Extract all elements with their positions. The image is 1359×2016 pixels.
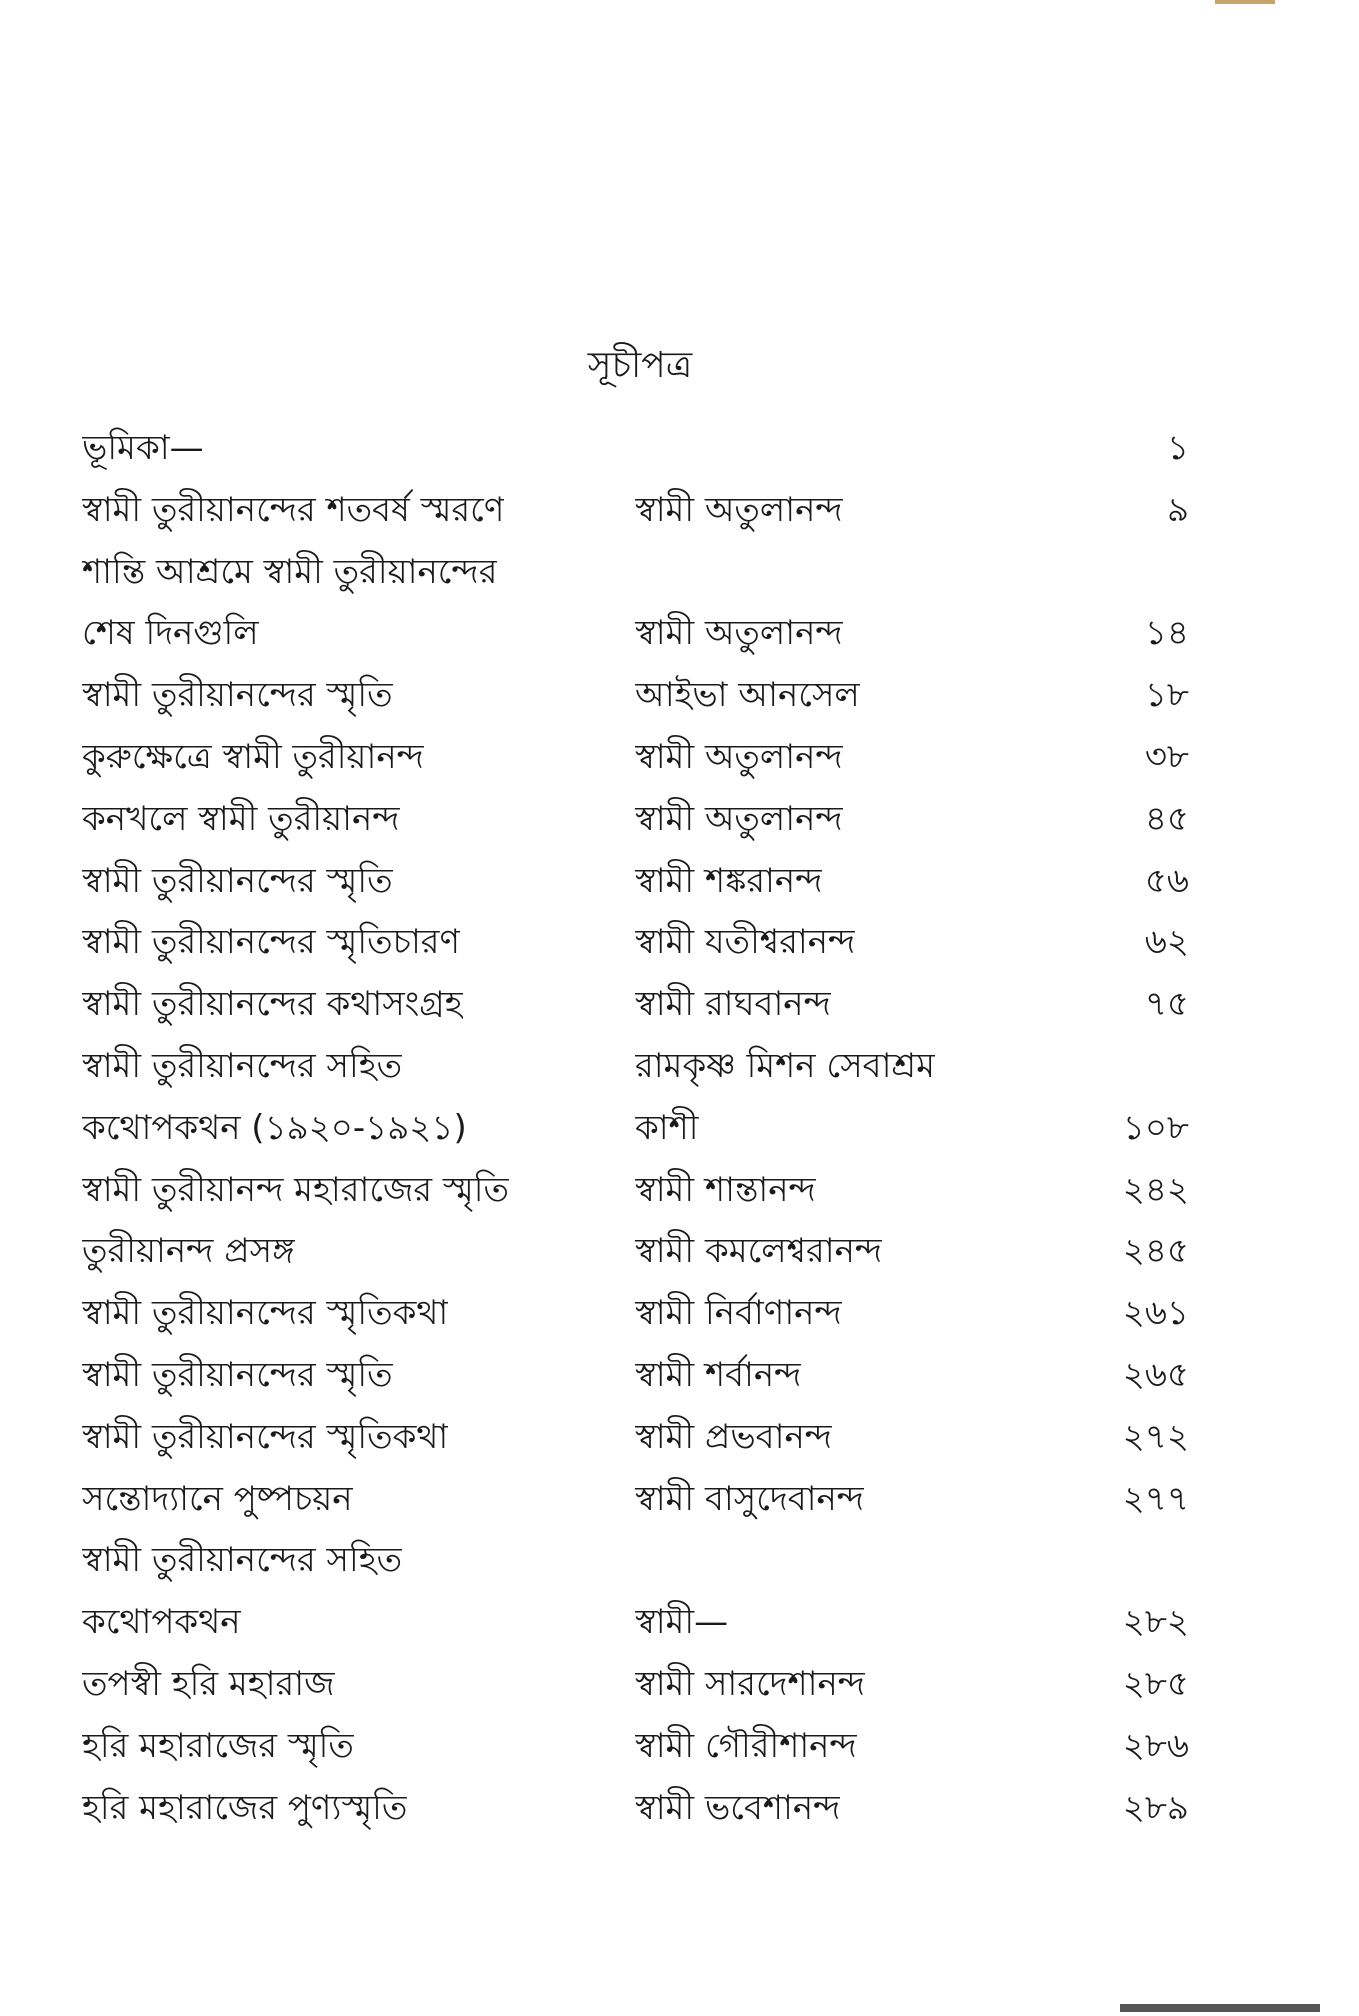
toc-entry-page: ১০৮	[1122, 1107, 1189, 1148]
toc-entry-author: স্বামী অতুলানন্দ	[635, 736, 843, 777]
toc-entry-page: ২৮২	[1122, 1602, 1189, 1643]
toc-entry-title: স্বামী তুরীয়ানন্দের সহিত	[82, 1540, 403, 1581]
toc-row	[0, 974, 1359, 1036]
toc-row	[0, 1036, 1359, 1098]
toc-entry-page: ৭৫	[1144, 984, 1189, 1025]
toc-entry-title: সন্তোদ্যানে পুষ্পচয়ন	[82, 1478, 353, 1519]
toc-entry-author: স্বামী সারদেশানন্দ	[635, 1663, 866, 1704]
toc-entry-title: শান্তি আশ্রমে স্বামী তুরীয়ানন্দের	[82, 551, 498, 592]
toc-entry-author: স্বামী ভবেশানন্দ	[635, 1787, 841, 1828]
toc-row	[0, 851, 1359, 913]
toc-entry-author: স্বামী প্রভবানন্দ	[635, 1416, 833, 1457]
toc-entry-page: ২৪২	[1122, 1169, 1189, 1210]
toc-entry-page: ১৪	[1144, 613, 1189, 654]
toc-entry-title: স্বামী তুরীয়ানন্দের স্মৃতি	[82, 1354, 393, 1395]
toc-row	[0, 1469, 1359, 1531]
toc-entry-page: ৩৮	[1144, 736, 1189, 777]
toc-row	[0, 1778, 1359, 1840]
toc-entry-title: স্বামী তুরীয়ানন্দের স্মৃতি	[82, 860, 393, 901]
toc-entry-page: ২৮৫	[1122, 1663, 1189, 1704]
toc-entry-title: স্বামী তুরীয়ানন্দের স্মৃতিকথা	[82, 1416, 449, 1457]
toc-entry-page: ২৬৫	[1122, 1354, 1189, 1395]
scan-edge-shadow	[1120, 2004, 1320, 2012]
toc-entry-title: কনখলে স্বামী তুরীয়ানন্দ	[82, 798, 400, 839]
toc-entry-author: স্বামী অতুলানন্দ	[635, 798, 843, 839]
toc-entry-author: স্বামী অতুলানন্দ	[635, 489, 843, 530]
toc-entry-title: স্বামী তুরীয়ানন্দের স্মৃতিচারণ	[82, 922, 461, 963]
toc-entry-author: স্বামী রাঘবানন্দ	[635, 984, 831, 1025]
toc-row	[0, 1530, 1359, 1592]
toc-row	[0, 1283, 1359, 1345]
toc-row	[0, 1592, 1359, 1654]
toc-entry-author: স্বামী শঙ্করানন্দ	[635, 860, 823, 901]
toc-row	[0, 603, 1359, 665]
toc-entry-title: শেষ দিনগুলি	[82, 613, 259, 654]
toc-entry-author: স্বামী গৌরীশানন্দ	[635, 1725, 857, 1766]
toc-row	[0, 912, 1359, 974]
toc-entry-title: হরি মহারাজের স্মৃতি	[82, 1725, 354, 1766]
toc-entry-title: স্বামী তুরীয়ানন্দের স্মৃতি	[82, 675, 393, 716]
toc-row	[0, 789, 1359, 851]
toc-entry-title: স্বামী তুরীয়ানন্দ মহারাজের স্মৃতি	[82, 1169, 509, 1210]
toc-entry-page: ২৭৭	[1122, 1478, 1189, 1519]
toc-entry-page: ৯	[1166, 489, 1189, 530]
toc-entry-author: রামকৃষ্ণ মিশন সেবাশ্রম	[635, 1045, 936, 1086]
toc-entry-title: তুরীয়ানন্দ প্রসঙ্গ	[82, 1231, 295, 1272]
toc-entry-title: কথোপকথন (১৯২০-১৯২১)	[82, 1107, 467, 1148]
toc-entry-title: তপস্বী হরি মহারাজ	[82, 1663, 335, 1704]
toc-row	[0, 665, 1359, 727]
toc-entry-author: স্বামী—	[635, 1602, 729, 1643]
toc-row	[0, 1407, 1359, 1469]
toc-row	[0, 542, 1359, 604]
toc-entry-author: আইভা আনসেল	[635, 675, 860, 716]
toc-entry-page: ২৭২	[1122, 1416, 1189, 1457]
toc-entry-author: কাশী	[635, 1107, 699, 1148]
toc-entry-title: স্বামী তুরীয়ানন্দের কথাসংগ্রহ	[82, 984, 463, 1025]
toc-entry-author: স্বামী কমলেশ্বরানন্দ	[635, 1231, 883, 1272]
toc-entry-page: ৬২	[1144, 922, 1189, 963]
toc-row	[0, 1221, 1359, 1283]
toc-row	[0, 1345, 1359, 1407]
toc-row	[0, 480, 1359, 542]
toc-row	[0, 1160, 1359, 1222]
toc-row	[0, 1716, 1359, 1778]
toc-entry-page: ৪৫	[1144, 798, 1189, 839]
toc-entry-author: স্বামী যতীশ্বরানন্দ	[635, 922, 856, 963]
toc-entry-title: হরি মহারাজের পুণ্যস্মৃতি	[82, 1787, 408, 1828]
toc-entry-page: ১	[1166, 428, 1189, 468]
page-title: সূচীপত্র	[587, 345, 693, 386]
toc-entry-page: ২৪৫	[1122, 1231, 1189, 1272]
toc-entry-author: স্বামী বাসুদেবানন্দ	[635, 1478, 865, 1519]
toc-row	[0, 1654, 1359, 1716]
toc-entry-title: কুরুক্ষেত্রে স্বামী তুরীয়ানন্দ	[82, 736, 424, 777]
table-of-contents	[0, 418, 1359, 1839]
toc-entry-title: স্বামী তুরীয়ানন্দের সহিত	[82, 1045, 403, 1086]
toc-row	[0, 727, 1359, 789]
toc-entry-author: স্বামী শর্বানন্দ	[635, 1354, 802, 1395]
toc-entry-author: স্বামী শান্তানন্দ	[635, 1169, 816, 1210]
toc-entry-page: ২৮৬	[1122, 1725, 1189, 1766]
toc-entry-author: স্বামী নির্বাণানন্দ	[635, 1293, 842, 1334]
toc-entry-title: স্বামী তুরীয়ানন্দের শতবর্ষ স্মরণে	[82, 489, 505, 530]
toc-entry-page: ৫৬	[1144, 860, 1189, 901]
toc-entry-title: কথোপকথন	[82, 1602, 241, 1643]
toc-row	[0, 1098, 1359, 1160]
toc-row	[0, 418, 1359, 480]
toc-entry-author: স্বামী অতুলানন্দ	[635, 613, 843, 654]
toc-entry-page: ২৬১	[1122, 1293, 1189, 1334]
paper-speck	[1215, 0, 1275, 4]
toc-entry-title: স্বামী তুরীয়ানন্দের স্মৃতিকথা	[82, 1293, 449, 1334]
toc-entry-title: ভূমিকা—	[82, 428, 204, 468]
toc-entry-page: ১৮	[1144, 675, 1189, 716]
toc-entry-page: ২৮৯	[1122, 1787, 1189, 1828]
